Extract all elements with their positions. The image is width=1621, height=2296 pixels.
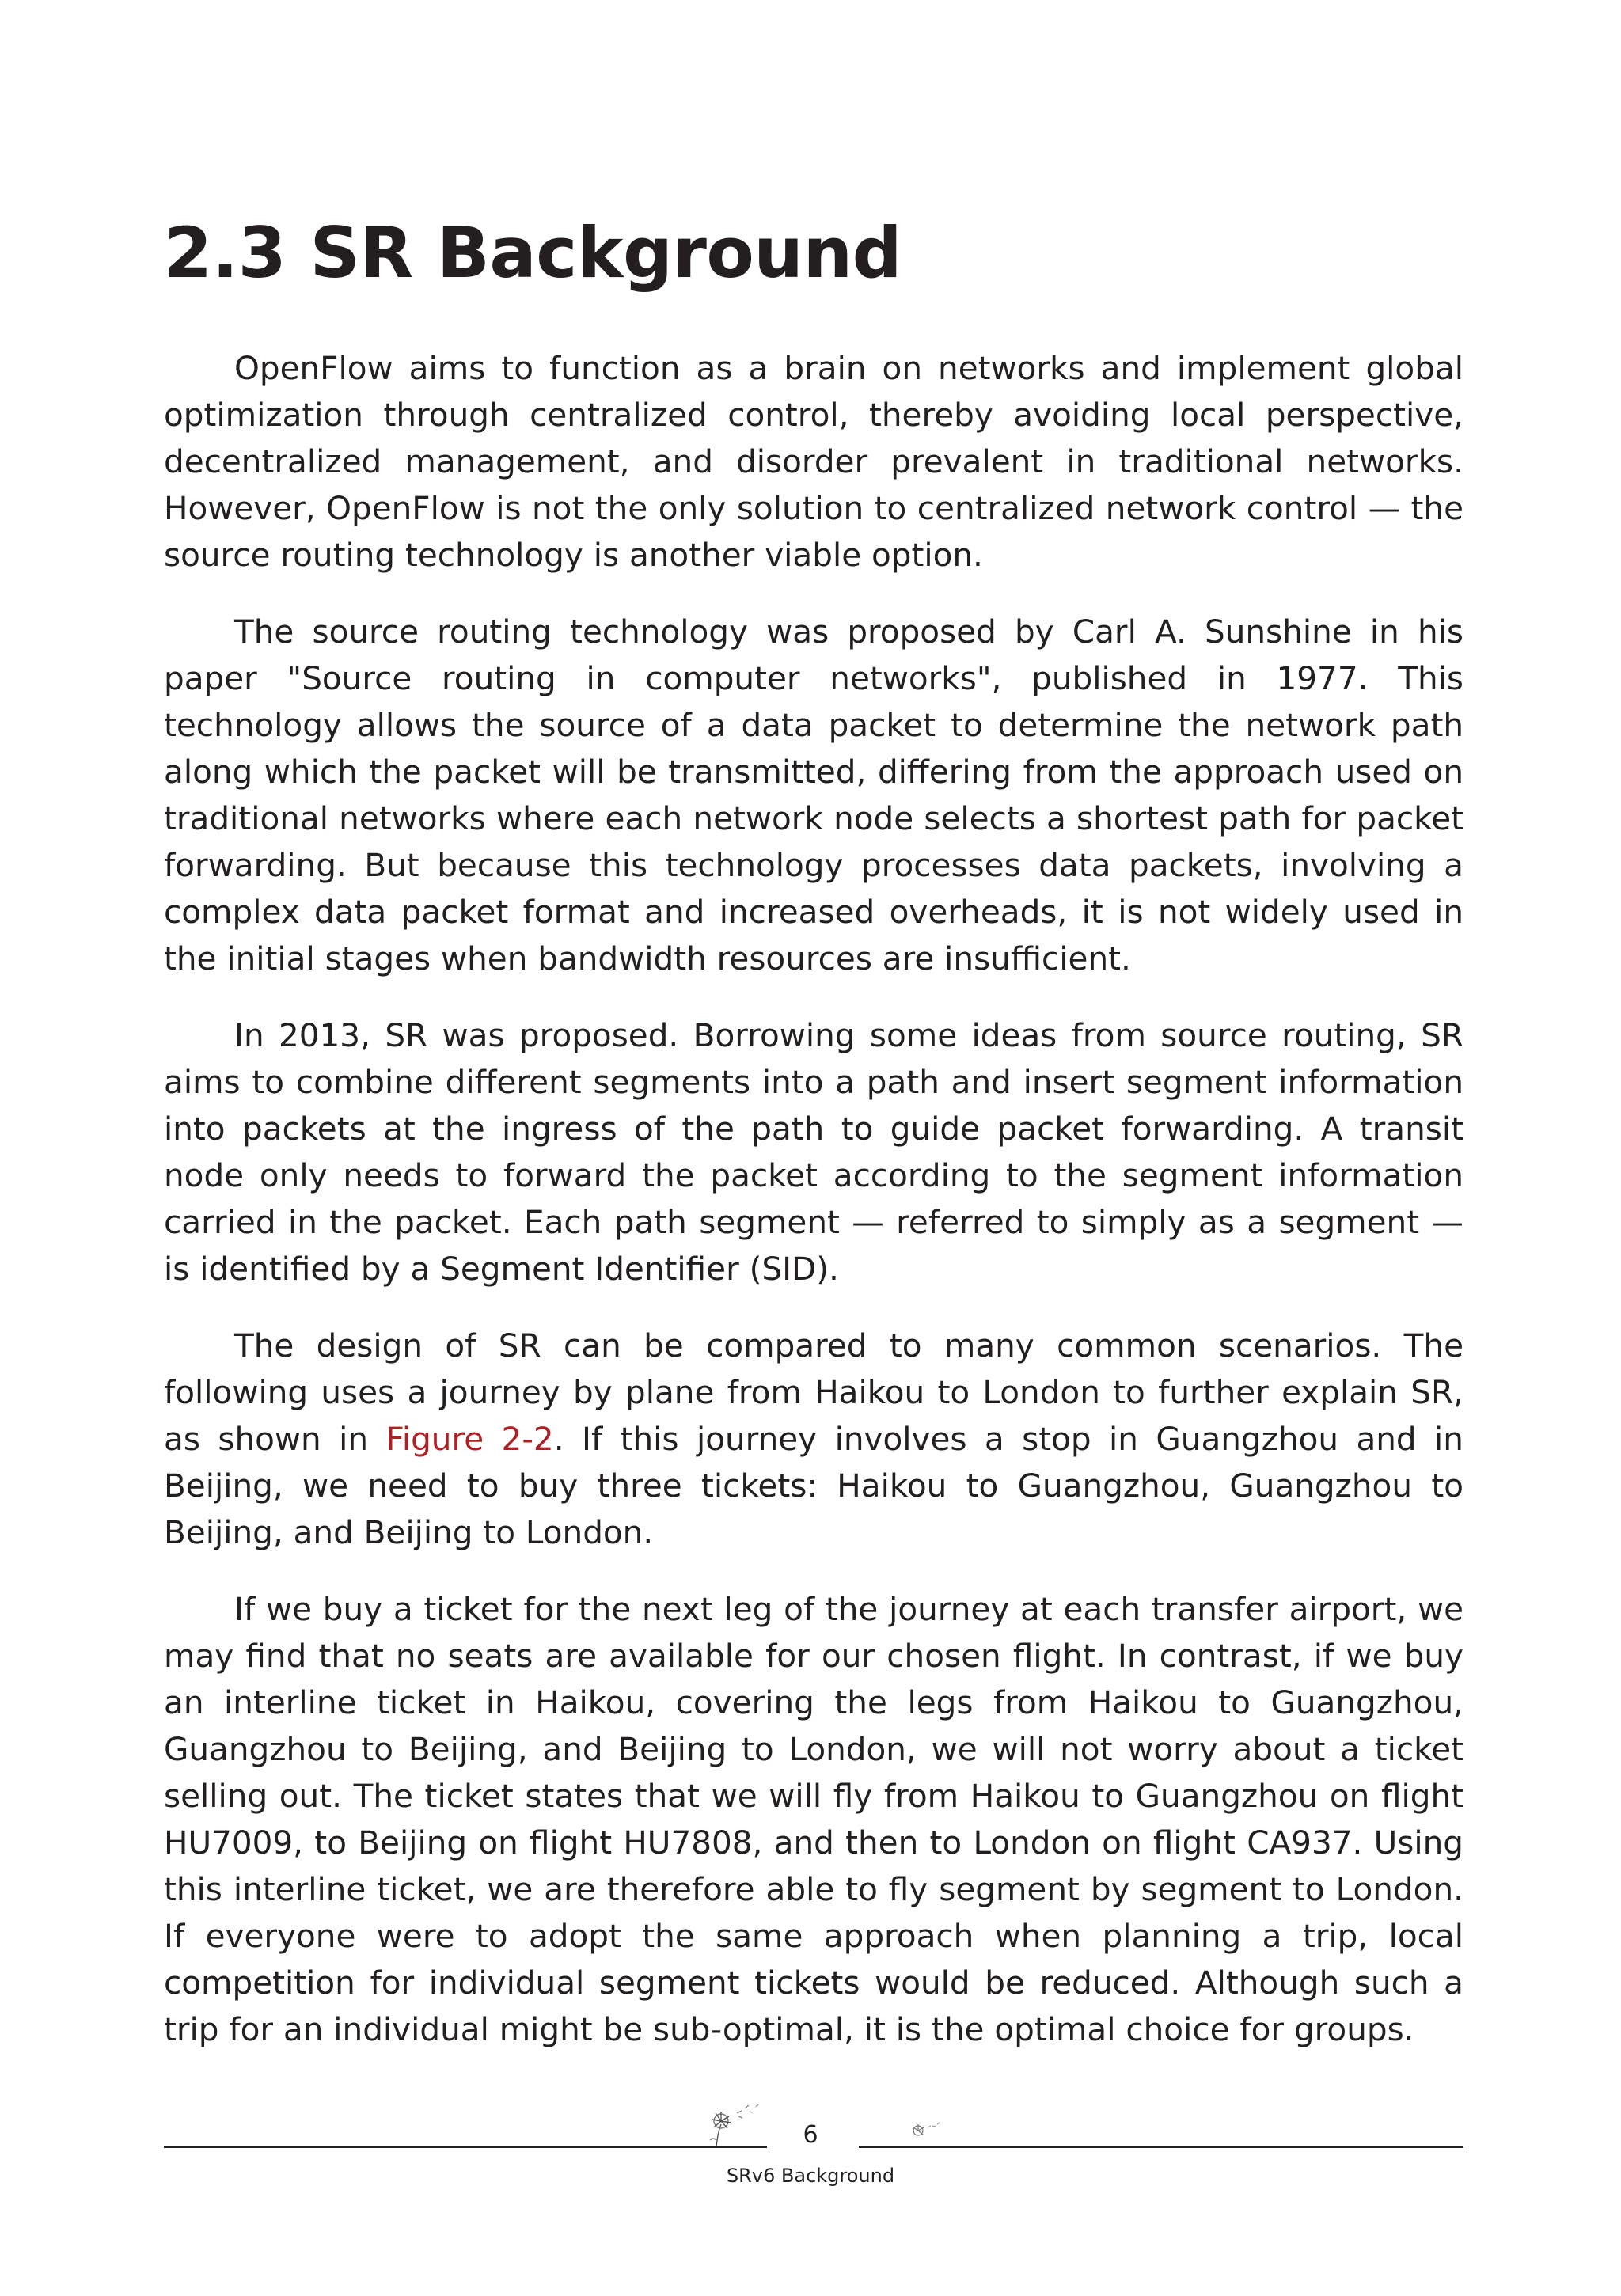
paragraph-text-after-xref: . If this journey involves a stop in Guangzhou and in Beijing, we need to buy three tickets: Haikou to Guangzhou, Guangzhou to Beijing, and Beijing to London. — [164, 1420, 1463, 1551]
body-text — [164, 345, 1463, 2083]
paragraph-journey-example — [164, 1323, 1463, 1556]
page-number: 6 — [803, 2121, 818, 2149]
running-footer-title: SRv6 Background — [726, 2165, 895, 2187]
paragraph-source-routing: The source routing technology was proposed by Carl A. Sunshine in his paper "Source routing in computer networks", published in 1977. This technology allows the source of a data packet to determine the network path along which the packet will be transmitted, differing from the approach used on traditional networks where each network node selects a shortest path for packet forwarding. But because this technology processes data packets, involving a complex data packet format and increased overheads, it is not widely used in the initial stages when bandwidth resources are insufficient. — [164, 613, 1463, 977]
paragraph-interline-ticket: If we buy a ticket for the next leg of the journey at each transfer airport, we may find that no seats are available for our chosen flight. In contrast, if we buy an interline ticket in Haikou, covering the legs from Haikou to Guangzhou, Guangzhou to Beijing, and Beijing to London, we will not worry about a ticket selling out. The ticket states that we will fly from Haikou to Guangzhou on flight HU7009, to Beijing on flight HU7808, and then to London on flight CA937. Using this interline ticket, we are therefore able to fly segment by segment to London. If everyone were to adopt the same approach when planning a trip, local competition for individual segment tickets would be reduced. Although such a trip for an individual might be sub-optimal, it is the optimal choice for groups. — [164, 1590, 1463, 2048]
paragraph-sr-proposal: In 2013, SR was proposed. Borrowing some ideas from source routing, SR aims to combine different segments into a path and insert segment information into packets at the ingress of the path to guide packet forwarding. A transit node only needs to forward the packet according to the segment information carried in the packet. Each path segment — referred to simply as a segment — is identified by a Segment Identifier (SID). — [164, 1016, 1463, 1288]
figure-cross-reference-link[interactable]: Figure 2-2 — [385, 1420, 554, 1458]
paragraph-openflow: OpenFlow aims to function as a brain on networks and implement global optimization through centralized control, thereby avoiding local perspective, decentralized management, and disorder prevalent in traditional networks. However, OpenFlow is not the only solution to centralized network control — the source routing technology is another viable option. — [164, 349, 1463, 574]
paragraph-text-before-xref: The design of SR can be compared to many common scenarios. The following uses a journey by plane from Haikou to London to further explain SR, as shown in — [164, 1326, 1463, 1458]
section-heading: 2.3 SR Background — [164, 212, 902, 294]
